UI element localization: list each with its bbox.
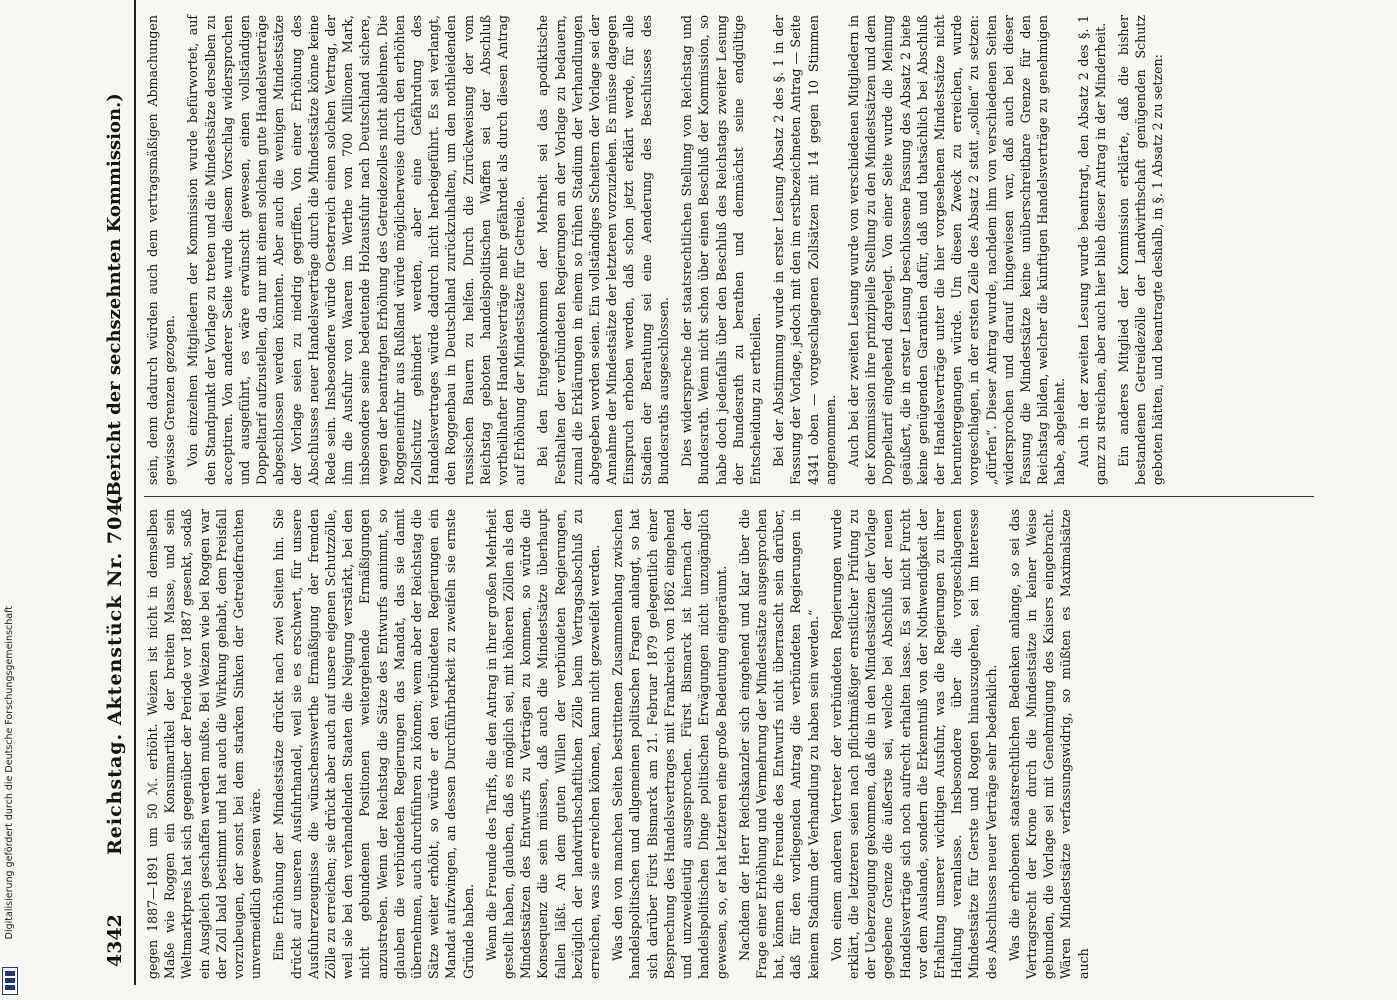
column-divider	[144, 496, 1314, 497]
paragraph: Ein anderes Mitglied der Kommission erklärte, daß die bisher bestandenen Getreidezölle der Landwirthschaft genügenden Schutz geboten hätten, und beantragte deshalb, in §. 1 Absatz 2 zu setzen:	[1115, 15, 1166, 485]
paragraph: Bei den Entgegenkommen der Mehrheit sei das apodiktische Festhalten der verbündeten Regierungen an der Vorlage zu bedauern, zumal die Erklärungen in einem so frühen Stadium der Verhandlungen abgegeben worden seien. Ein vollständiges Scheitern der Vorlage sei der Annahme der Mindestsätze der letzteren vorzuziehen. Es müsse dagegen Einspruch erhoben werden, daß schon jetzt erklärt werde, für alle Stadien der Berathung sei eine Aenderung des Beschlusses des Bundesraths ausgeschlossen.	[535, 15, 671, 485]
right-column	[144, 15, 1173, 485]
paragraph: Auch in der zweiten Lesung wurde beantragt, den Absatz 2 des §. 1 ganz zu streichen, aber auch hier blieb dieser Antrag in der Minderheit.	[1075, 15, 1108, 485]
rotated-page-content	[100, 0, 1325, 985]
left-column	[144, 509, 1098, 979]
digitization-credit: Digitalisierung gefördert durch die Deutsche Forschungsgemeinschaft	[4, 606, 15, 940]
paragraph: sein, denn dadurch würden auch dem vertragsmäßigen Abmachungen gewisse Grenzen gezogen.	[145, 15, 178, 485]
paragraph: Nachdem der Herr Reichskanzler sich eingehend und klar über die Frage einer Erhöhung und Vermehrung der Mindestsätze ausgesprochen hat, können die Freunde des Entwurfs nicht überrascht sein darüber, daß für den vorliegenden Antrag die verbündeten Regierungen in keinem Stadium der Verhandlung zu haben sein werden.“	[736, 509, 821, 979]
paragraph: Eine Erhöhung der Mindestsätze drückt nach zwei Seiten hin. Sie drückt auf unseren Ausfuhrhandel, weil sie es erschwert, für unsere Ausfuhrerzeugnisse die wünschenswerthe Ermäßigung der fremden Zölle zu erreichen; sie drückt aber auch auf unsere eigenen Schutzzölle, weil sie bei den verhandelnden Staaten die Neigung verstärkt, bei den nicht gebundenen Positionen weitergehende Ermäßigungen anzustreben. Wenn der Reichstag die Sätze des Entwurfs annimmt, so glauben die verbündeten Regierungen das Mandat, das sie damit übernehmen, auch durchführen zu können; wenn aber der Reichstag die Sätze weiter erhöht, so würde er den verbündeten Regierungen ein Mandat aufzwingen, an dessen Durchführbarkeit zu zweifeln sie ernste Gründe haben.	[271, 509, 476, 979]
paragraph: gegen 1887—1891 um 50 ℳ. erhöht. Weizen ist nicht in demselben Maße wie Roggen ein Konsumartikel der breiten Masse, und sein Weltmarktpreis hat sich gegenüber der Periode vor 1887 gesenkt, sodaß ein Ausgleich geschaffen werden mußte. Bei Weizen wie bei Roggen war der Zoll bald bestimmt und hat auch die Wirkung gehabt, dem Preisfall vorzubeugen, der sonst bei dem starken Sinken der Getreidefrachten unvermeidlich gewesen wäre.	[145, 509, 264, 979]
page-header	[100, 0, 138, 985]
page-header-title: Reichstag. Aktenstück Nr. 704.	[104, 493, 126, 855]
paragraph: Was die erhobenen staatsrechtlichen Bedenken anlange, so sei das Vertragsrecht der Krone durch die Mindestsätze in keiner Weise gebunden, die Vorlage sei mit Genehmigung des Kaisers eingebracht. Wären Mindestsätze verfassungswidrig, so müßten es Maximalsätze auch	[1006, 509, 1091, 979]
page-header-subtitle: (Bericht der sechszehnten Kommission.)	[104, 93, 125, 505]
paragraph: Wenn die Freunde des Tarifs, die den Antrag in ihrer großen Mehrheit gestellt haben, glauben, daß es möglich sei, mit höheren Zöllen als den Mindestsätzen des Entwurfs zu Verträgen zu kommen, so würde die Konsequenz die sein müssen, daß auch die Mindestsätze überhaupt fallen läßt. An dem guten Willen der verbündeten Regierungen, bezüglich der landwirthschaftlichen Zölle beim Vertragsabschluß zu erreichen, was sie erreichen können, kann nicht gezweifelt werden.	[483, 509, 603, 979]
paragraph: Von einzelnen Mitgliedern der Kommission wurde befürwortet, auf den Standpunkt der Vorlage zu treten und die Mindestsätze derselben zu acceptiren. Von anderer Seite wurde diesem Vorschlag widersprochen und ausgeführt, es wäre erwünscht gewesen, einen vollständigen Doppeltarif aufzustellen, da nur mit einem solchen gute Handelsverträge abgeschlossen werden könnten. Aber auch die wenigen Mindestsätze der Vorlage seien zu niedrig gegriffen. Von einer Erhöhung des Abschlusses neuer Handelsverträge durch die Mindestsätze könne keine Rede sein. Insbesondere würde Oesterreich einen solchen Vertrag, der ihm die Ausfuhr von Waaren im Werthe von 700 Millionen Mark, insbesondere seine bedeutende Holzausfuhr nach Deutschland sichere, wegen der beantragten Erhöhung des Getreidezolles nicht ablehnen. Die Roggeneinfuhr aus Rußland würde möglicherweise durch den erhöhten Zollschutz gehindert werden, aber eine Gefährdung des Handelsvertrages würde dadurch nicht herbeigeführt. Es sei verlangt, den Roggenbau in Deutschland zurückzuhalten, um den nothleidenden russischen Bauern zu helfen. Durch die Zurückweisung der vom Reichstag geboten handelspolitischen Waffen sei der Abschluß vortheilhafter Handelsverträge mehr gefährdet als durch diesen Antrag auf Erhöhung der Mindestsätze für Getreide.	[185, 15, 528, 485]
paragraph: Von einem anderen Vertreter der verbündeten Regierungen wurde erklärt, die letzteren seien nach pflichtmäßiger ernstlicher Prüfung zu der Ueberzeugung gekommen, daß die in den Mindestsätzen der Vorlage gegebene Grenze die äußerste sei, welche bei Abschluß der neuen Handelsverträge sich noch aufrecht erhalten lasse. Es sei nicht Furcht vor dem Auslande, sondern die Erkenntniß von der Nothwendigkeit der Erhaltung unserer wichtigen Ausfuhr, was die Regierungen zu ihrer Haltung veranlasse. Insbesondere über die vorgeschlagenen Mindestsätze für Gerste und Roggen hinauszugehen, sei im Interesse des Abschlusses neuer Verträge sehr bedenklich.	[828, 509, 999, 979]
paragraph: Bei der Abstimmung wurde in erster Lesung Absatz 2 des §. 1 in der Fassung der Vorlage, jedoch mit den im erstbezeichneten Antrag — Seite 4341 oben — vorgeschlagenen Zollsätzen mit 14 gegen 10 Stimmen angenommen.	[771, 15, 838, 485]
paragraph: Auch bei der zweiten Lesung wurde von verschiedenen Mitgliedern in der Kommission ihre prinzipielle Stellung zu den Mindestsätzen und dem Doppeltarif eingehend dargelegt. Von einer Seite wurde die Meinung geäußert, die in erster Lesung beschlossene Fassung des Absatz 2 biete keine genügenden Garantien dafür, daß und thatsächlich bei Abschluß der Handelsverträge unter die hier vorgesehenen Mindestsätze nicht heruntergegangen würde. Um diesen Zweck zu erreichen, wurde vorgeschlagen, in der ersten Zeile des Absatz 2 statt „sollen“ zu setzen: „dürfen“. Dieser Antrag wurde, nachdem ihm von verschiedenen Seiten widersprochen und darauf hingewiesen war, daß auch bei dieser Fassung die Mindestsätze keine unüberschreitbare Grenze für den Reichstag bilden, welcher die künftigen Handelsverträge zu genehmigen habe, abgelehnt.	[845, 15, 1068, 485]
header-rule	[134, 0, 136, 985]
dfg-logo-icon	[2, 967, 18, 995]
paragraph: Was den von manchen Seiten bestrittenen Zusammenhang zwischen handelspolitischen und allgemeinen politischen Fragen anlangt, so hat sich darüber Fürst Bismarck am 21. Februar 1879 gelegentlich einer Besprechung des Handelsvertrages mit Frankreich von 1862 eingehend und unzweideutig ausgesprochen. Fürst Bismarck ist hiernach der handelspolitischen Dinge politischen Erwägungen nicht unzugänglich gewesen, so, er hat letzteren eine große Bedeutung eingeräumt.	[610, 509, 729, 979]
paragraph: Dies widerspreche der staatsrechtlichen Stellung von Reichstag und Bundesrath. Wenn nicht schon über einen Beschluß der Kommission, so habe doch jedenfalls über den Beschluß des Reichstags zweiter Lesung der Bundesrath zu berathen und demnächst seine endgültige Entscheidung zu ertheilen.	[679, 15, 763, 485]
page-number: 4342	[104, 914, 126, 967]
